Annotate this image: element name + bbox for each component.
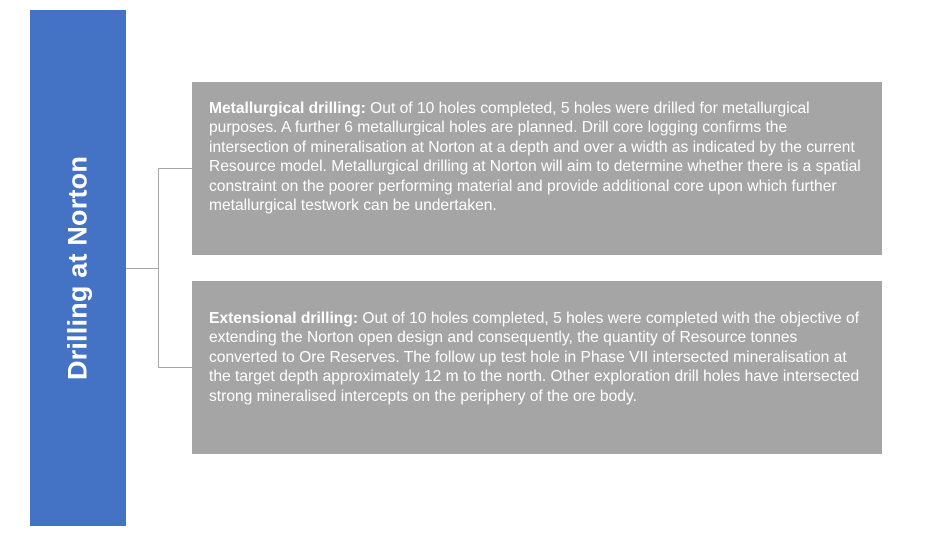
diagram-title: Drilling at Norton <box>62 155 93 381</box>
metallurgical-drilling-box <box>192 82 882 255</box>
metallurgical-drilling-text <box>209 99 868 215</box>
extensional-drilling-body: Out of 10 holes completed, 5 holes were completed with the objective of extending the Norton open design and consequently, the quantity of Resource tonnes converted to Ore Reserves. The follow up test hole in Phase VII intersected mineralisation at the target depth approximately 12 m to the north. Other exploration drill holes have intersected strong mineralised intercepts on the periphery of the ore body. <box>209 310 860 405</box>
extensional-drilling-heading: Extensional drilling: <box>209 310 359 327</box>
connector-spine <box>158 168 159 368</box>
connector-branch-bottom <box>158 367 192 368</box>
title-bar <box>30 10 126 526</box>
metallurgical-drilling-body: Out of 10 holes completed, 5 holes were drilled for metallurgical purposes. A further 6 metallurgical holes are planned. Drill core logging confirms the intersection of mineralisation at Norton at a depth and over a width as indicated by the current Resource model. Metallurgical drilling at Norton will aim to determine whether there is a spatial constraint on the poorer performing material and provide additional core upon which further metallurgical testwork can be undertaken. <box>209 100 861 215</box>
connector-stem <box>126 268 159 269</box>
extensional-drilling-box <box>192 281 882 454</box>
connector-branch-top <box>158 168 192 169</box>
extensional-drilling-text <box>209 309 868 406</box>
metallurgical-drilling-heading: Metallurgical drilling: <box>209 100 366 117</box>
